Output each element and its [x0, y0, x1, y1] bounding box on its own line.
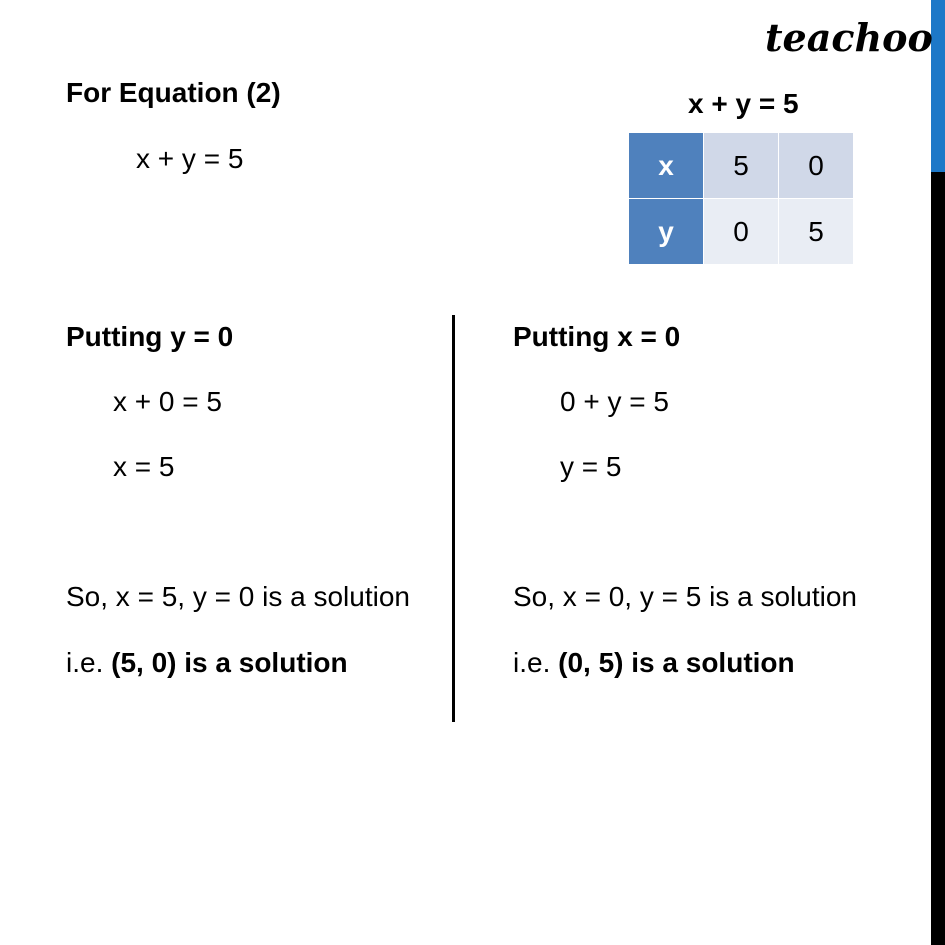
case-y0-ie — [66, 646, 348, 680]
solution-point: (0, 5) is a solution — [558, 647, 795, 678]
case-x0-step1: 0 + y = 5 — [560, 386, 669, 417]
table-cell: 0 — [704, 199, 779, 265]
ie-prefix: i.e. — [513, 647, 559, 678]
table-cell: 5 — [704, 133, 779, 199]
solution-point: (5, 0) is a solution — [111, 647, 348, 678]
case-y0-step2: x = 5 — [113, 451, 175, 482]
table-title: x + y = 5 — [688, 88, 799, 119]
equation-text: x + y = 5 — [136, 143, 244, 174]
case-x0-step2: y = 5 — [560, 451, 622, 482]
value-table — [628, 132, 854, 265]
case-x0-heading: Putting x = 0 — [513, 321, 681, 352]
side-accent-bar — [931, 0, 945, 172]
case-y0-conclusion: So, x = 5, y = 0 is a solution — [66, 581, 410, 612]
case-y0-step1: x + 0 = 5 — [113, 386, 222, 417]
equation-title: For Equation (2) — [66, 77, 281, 108]
table-row-label: x — [629, 133, 704, 199]
teachoo-logo: teachoo — [765, 15, 933, 60]
table-cell: 0 — [779, 133, 854, 199]
column-divider — [452, 315, 455, 722]
ie-prefix: i.e. — [66, 647, 112, 678]
side-dark-bar — [931, 172, 945, 945]
table-row-x — [629, 133, 854, 199]
table-cell: 5 — [779, 199, 854, 265]
table-row-y — [629, 199, 854, 265]
table-row-label: y — [629, 199, 704, 265]
case-x0-ie — [513, 646, 795, 680]
case-x0-conclusion: So, x = 0, y = 5 is a solution — [513, 581, 857, 612]
case-y0-heading: Putting y = 0 — [66, 321, 234, 352]
